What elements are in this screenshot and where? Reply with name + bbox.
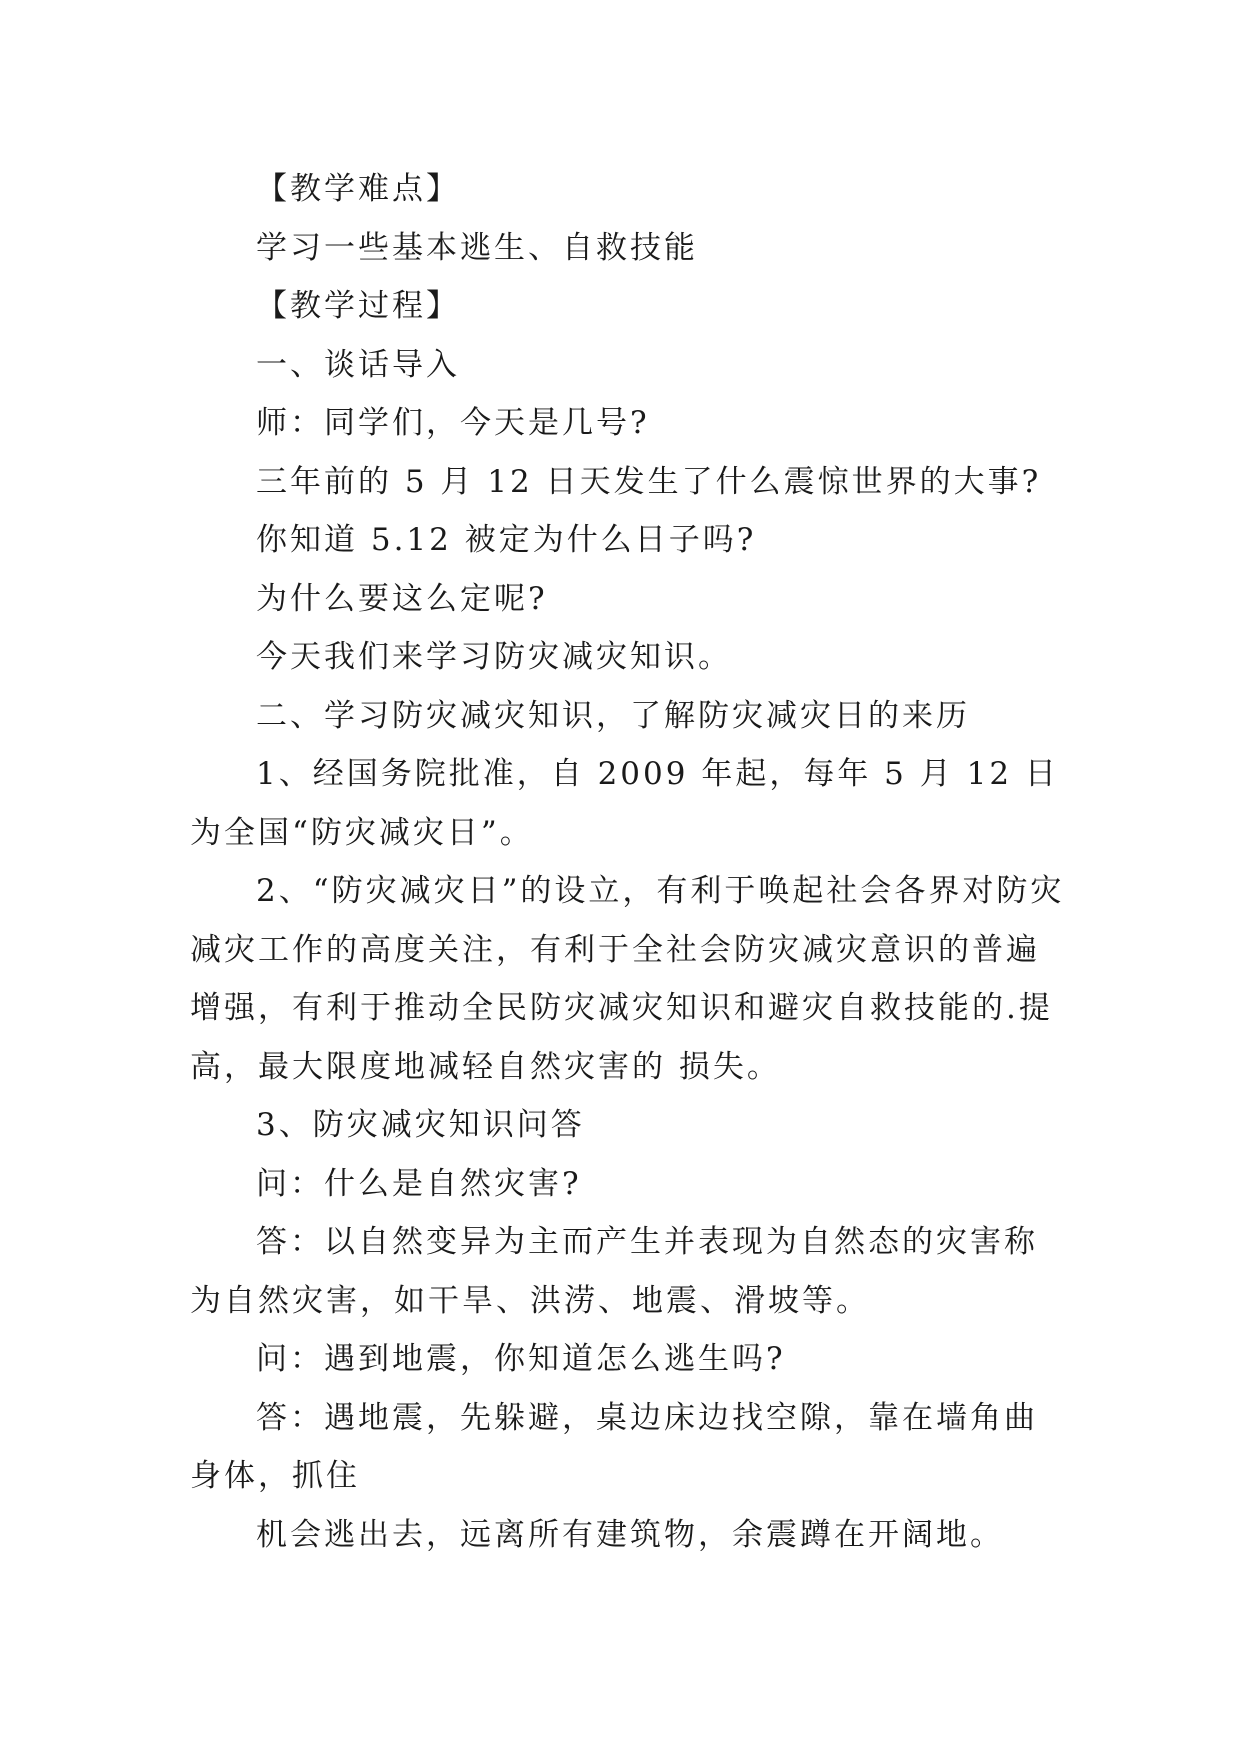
answer: 答：以自然变异为主而产生并表现为自然态的灾害称为自然灾害，如干旱、洪涝、地震、滑坡等。 xyxy=(190,1224,1038,1319)
section-heading: 一、谈话导入 xyxy=(256,346,460,383)
answer-continuation: 机会逃出去，远离所有建筑物，余震蹲在开阔地。 xyxy=(256,1516,1004,1553)
paragraph: 三年前的 5 月 12 日天发生了什么震惊世界的大事? xyxy=(256,463,1042,500)
document-body xyxy=(190,160,1070,1564)
paragraph: 今天我们来学习防灾减灾知识。 xyxy=(256,639,732,675)
question: 问：遇到地震，你知道怎么逃生吗? xyxy=(256,1341,786,1377)
heading-teaching-difficulty: 【教学难点】 xyxy=(256,171,460,207)
paragraph: 你知道 5.12 被定为什么日子吗? xyxy=(256,522,757,558)
paragraph: 2、“防灾减灾日”的设立，有利于唤起社会各界对防灾减灾工作的高度关注，有利于全社会防灾减灾意识的普遍增强，有利于推动全民防灾减灾知识和避灾自救技能的.提高，最大限度地减轻自然灾害的 损失。 xyxy=(190,873,1065,1085)
heading-teaching-process: 【教学过程】 xyxy=(256,288,460,324)
paragraph: 学习一些基本逃生、自救技能 xyxy=(256,229,698,266)
paragraph: 为什么要这么定呢? xyxy=(256,580,548,617)
paragraph: 师：同学们，今天是几号? xyxy=(256,405,650,441)
question: 问：什么是自然灾害? xyxy=(256,1165,582,1202)
answer: 答：遇地震，先躲避，桌边床边找空隙，靠在墙角曲身体，抓住 xyxy=(190,1399,1038,1494)
section-heading: 二、学习防灾减灾知识，了解防灾减灾日的来历 xyxy=(256,697,970,734)
paragraph: 1、经国务院批准，自 2009 年起，每年 5 月 12 日为全国“防灾减灾日”。 xyxy=(190,756,1059,851)
paragraph: 3、防灾减灾知识问答 xyxy=(256,1107,585,1143)
